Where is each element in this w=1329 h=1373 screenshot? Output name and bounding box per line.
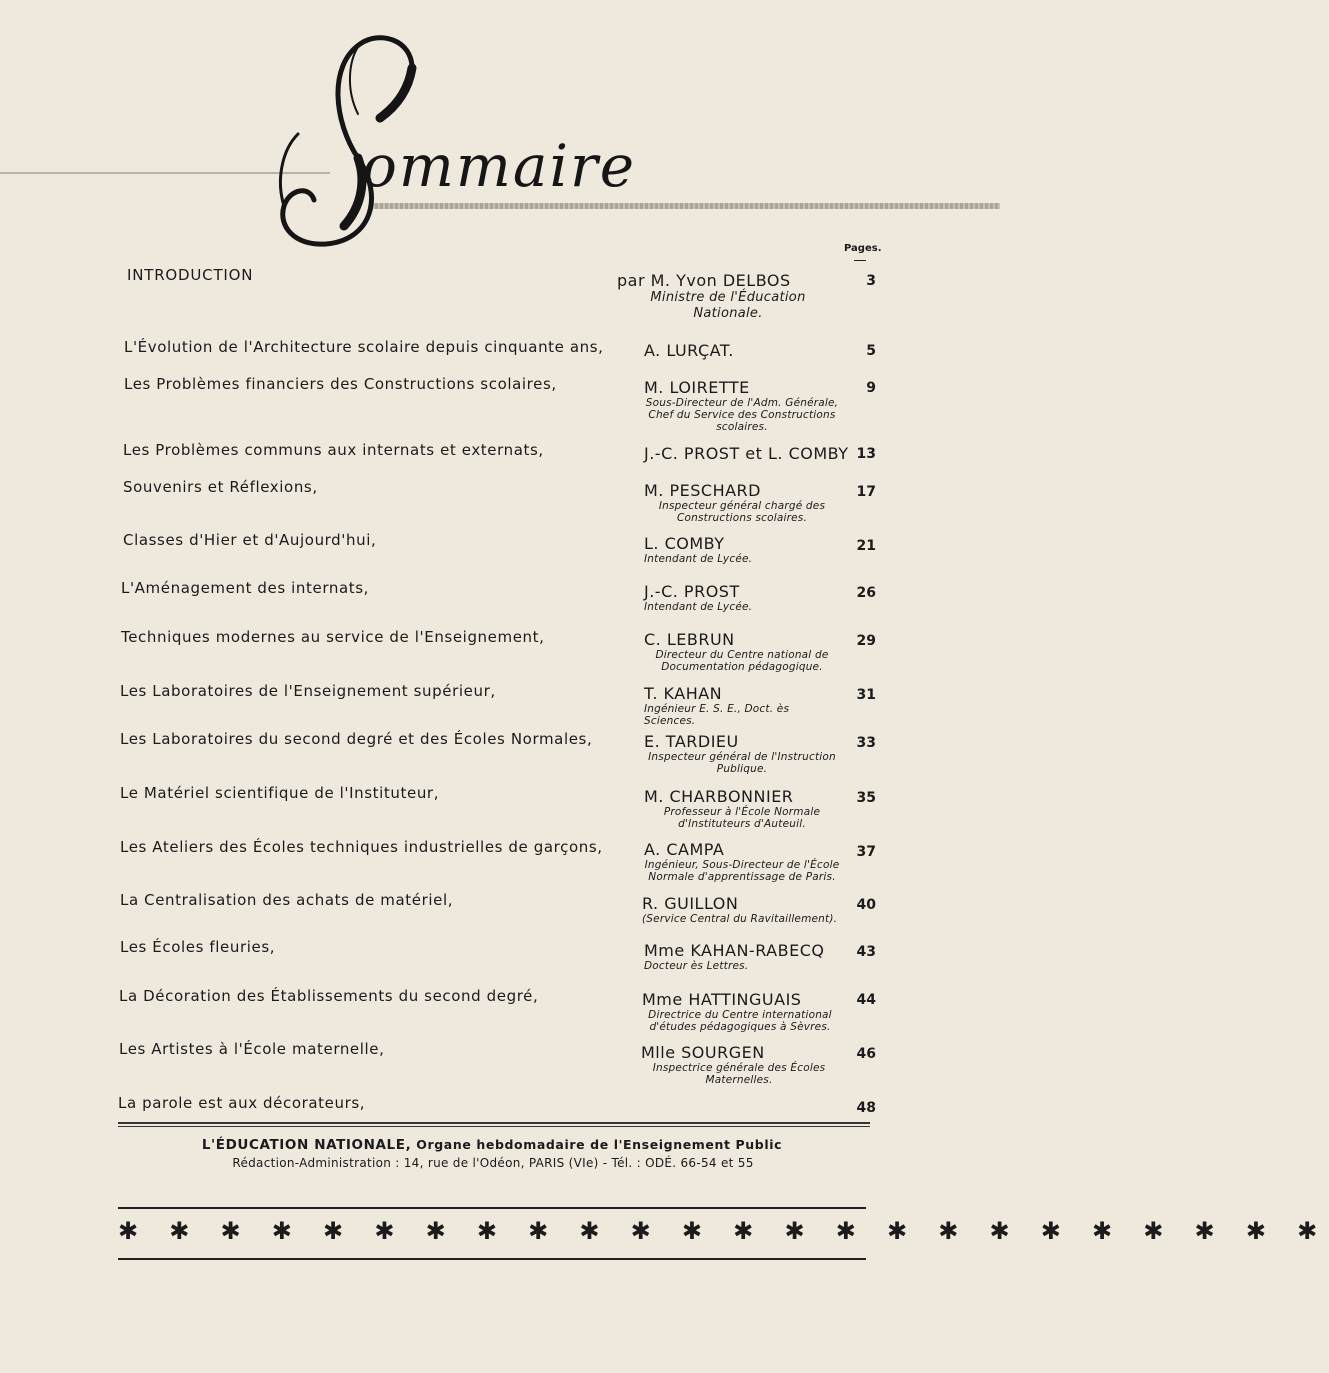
entry-author-block <box>644 444 849 463</box>
intro-page-number: 3 <box>866 273 876 289</box>
header-rule-right <box>370 203 1000 209</box>
entry-title: Le Matériel scientifique de l'Instituteur, <box>120 784 440 802</box>
entry-page-number: 17 <box>856 484 876 500</box>
entry-author: T. KAHAN <box>644 684 723 703</box>
entry-author: M. PESCHARD <box>644 481 761 500</box>
entry-author-block <box>644 481 844 524</box>
entry-page-number: 31 <box>856 687 876 703</box>
entry-title: Classes d'Hier et d'Aujourd'hui, <box>123 531 377 549</box>
entry-author-block <box>644 787 844 830</box>
entry-author: Mlle SOURGEN <box>641 1043 765 1062</box>
intro-title: INTRODUCTION <box>127 266 254 284</box>
entry-author-note: Professeur à l'École Normale d'Instituteurs d'Auteuil. <box>663 806 821 830</box>
entry-title: La Centralisation des achats de matériel, <box>120 891 454 909</box>
entry-page-number: 33 <box>856 735 876 751</box>
entry-author-block <box>644 630 844 673</box>
entry-author-block <box>644 341 844 360</box>
entry-title: Les Problèmes communs aux internats et externats, <box>123 441 544 459</box>
entry-author-note: Inspectrice générale des Écoles Maternelles. <box>652 1062 826 1086</box>
entry-author-block <box>644 684 844 727</box>
entry-author: C. LEBRUN <box>644 630 735 649</box>
entry-page-number: 48 <box>856 1100 876 1116</box>
entry-title: L'Aménagement des internats, <box>121 579 370 597</box>
entry-author-note: Sous-Directeur de l'Adm. Générale, Chef du Service des Constructions scolaires. <box>645 397 839 433</box>
publication-line <box>0 1137 992 1153</box>
entry-page-number: 35 <box>856 790 876 806</box>
entry-author-block <box>644 582 844 613</box>
entry-page-number: 43 <box>856 944 876 960</box>
entry-author-note: Inspecteur général de l'Instruction Publique. <box>648 751 836 775</box>
entry-title: La Décoration des Établissements du second degré, <box>119 987 539 1005</box>
entry-author-note: Directrice du Centre international d'études pédagogiques à Sèvres. <box>648 1009 832 1033</box>
entry-author: Mme HATTINGUAIS <box>642 990 802 1009</box>
entry-page-number: 9 <box>866 380 876 396</box>
entry-page-number: 26 <box>856 585 876 601</box>
entry-title: Souvenirs et Réflexions, <box>123 478 318 496</box>
entry-author-block <box>644 732 844 775</box>
star-ornament-row: ✱ ✱ ✱ ✱ ✱ ✱ ✱ ✱ ✱ ✱ ✱ ✱ ✱ ✱ ✱ ✱ ✱ ✱ ✱ ✱ ✱ ✱ ✱ ✱ <box>118 1217 1329 1245</box>
entry-author-block <box>644 378 844 433</box>
entry-author: L. COMBY <box>644 534 725 553</box>
entry-author: Mme KAHAN-RABECQ <box>644 941 825 960</box>
entry-title: La parole est aux décorateurs, <box>118 1094 366 1112</box>
entry-title: Les Problèmes financiers des Constructions scolaires, <box>124 375 557 393</box>
entry-title: Les Artistes à l'École maternelle, <box>119 1040 385 1058</box>
entry-page-number: 44 <box>856 992 876 1008</box>
entry-author: A. CAMPA <box>644 840 725 859</box>
entry-author-block <box>644 840 844 883</box>
entry-author: J.-C. PROST <box>644 582 740 601</box>
entry-title: L'Évolution de l'Architecture scolaire depuis cinquante ans, <box>124 338 604 356</box>
entry-title: Techniques modernes au service de l'Enseignement, <box>121 628 545 646</box>
entry-author: M. CHARBONNIER <box>644 787 794 806</box>
publication-subtitle: Organe hebdomadaire de l'Enseignement Public <box>416 1137 783 1152</box>
entry-author-block <box>641 1043 841 1086</box>
entry-author-block <box>642 894 842 925</box>
entry-author-note: Inspecteur général chargé des Constructions scolaires. <box>658 500 826 524</box>
intro-author: par M. Yvon DELBOS <box>617 271 791 290</box>
ornament-rule-top <box>118 1207 866 1209</box>
ornament-rule-bottom <box>118 1258 866 1260</box>
entry-author-note: Intendant de Lycée. <box>644 601 753 613</box>
entry-author-block <box>642 990 842 1033</box>
entry-author-note: Ingénieur, Sous-Directeur de l'École Normale d'apprentissage de Paris. <box>644 859 840 883</box>
entry-title: Les Ateliers des Écoles techniques industrielles de garçons, <box>120 838 603 856</box>
entry-author: A. LURÇAT. <box>644 341 734 360</box>
entry-author-block <box>644 534 844 565</box>
entry-author-note: Intendant de Lycée. <box>644 553 753 565</box>
entry-title: Les Écoles fleuries, <box>120 938 276 956</box>
entry-author-note: (Service Central du Ravitaillement). <box>642 913 838 925</box>
entry-author-note: Docteur ès Lettres. <box>644 960 749 972</box>
entry-author: E. TARDIEU <box>644 732 739 751</box>
pages-column-label: Pages. <box>844 243 882 254</box>
entry-page-number: 5 <box>866 343 876 359</box>
entry-page-number: 13 <box>856 446 876 462</box>
entry-author: J.-C. PROST et L. COMBY <box>644 444 849 463</box>
entry-author: M. LOIRETTE <box>644 378 750 397</box>
entry-page-number: 29 <box>856 633 876 649</box>
publication-name: L'ÉDUCATION NATIONALE, <box>201 1137 412 1153</box>
publication-address: Rédaction-Administration : 14, rue de l'Odéon, PARIS (VIe) - Tél. : ODÉ. 66-54 et 55 <box>232 1156 754 1170</box>
entry-page-number: 40 <box>856 897 876 913</box>
entry-author-note: Directeur du Centre national de Documentation pédagogique. <box>655 649 829 673</box>
entry-author-note: Ingénieur E. S. E., Doct. ès Sciences. <box>644 703 790 727</box>
entry-page-number: 21 <box>856 538 876 554</box>
entry-page-number: 37 <box>856 844 876 860</box>
footer-double-rule <box>118 1122 870 1127</box>
entry-author-block <box>644 941 844 972</box>
entry-title: Les Laboratoires du second degré et des Écoles Normales, <box>120 730 593 748</box>
entry-page-number: 46 <box>856 1046 876 1062</box>
entry-title: Les Laboratoires de l'Enseignement supérieur, <box>120 682 496 700</box>
entry-author: R. GUILLON <box>642 894 739 913</box>
page-title: ommaire <box>362 132 637 200</box>
intro-author-note: Ministre de l'Éducation Nationale. <box>650 290 806 321</box>
